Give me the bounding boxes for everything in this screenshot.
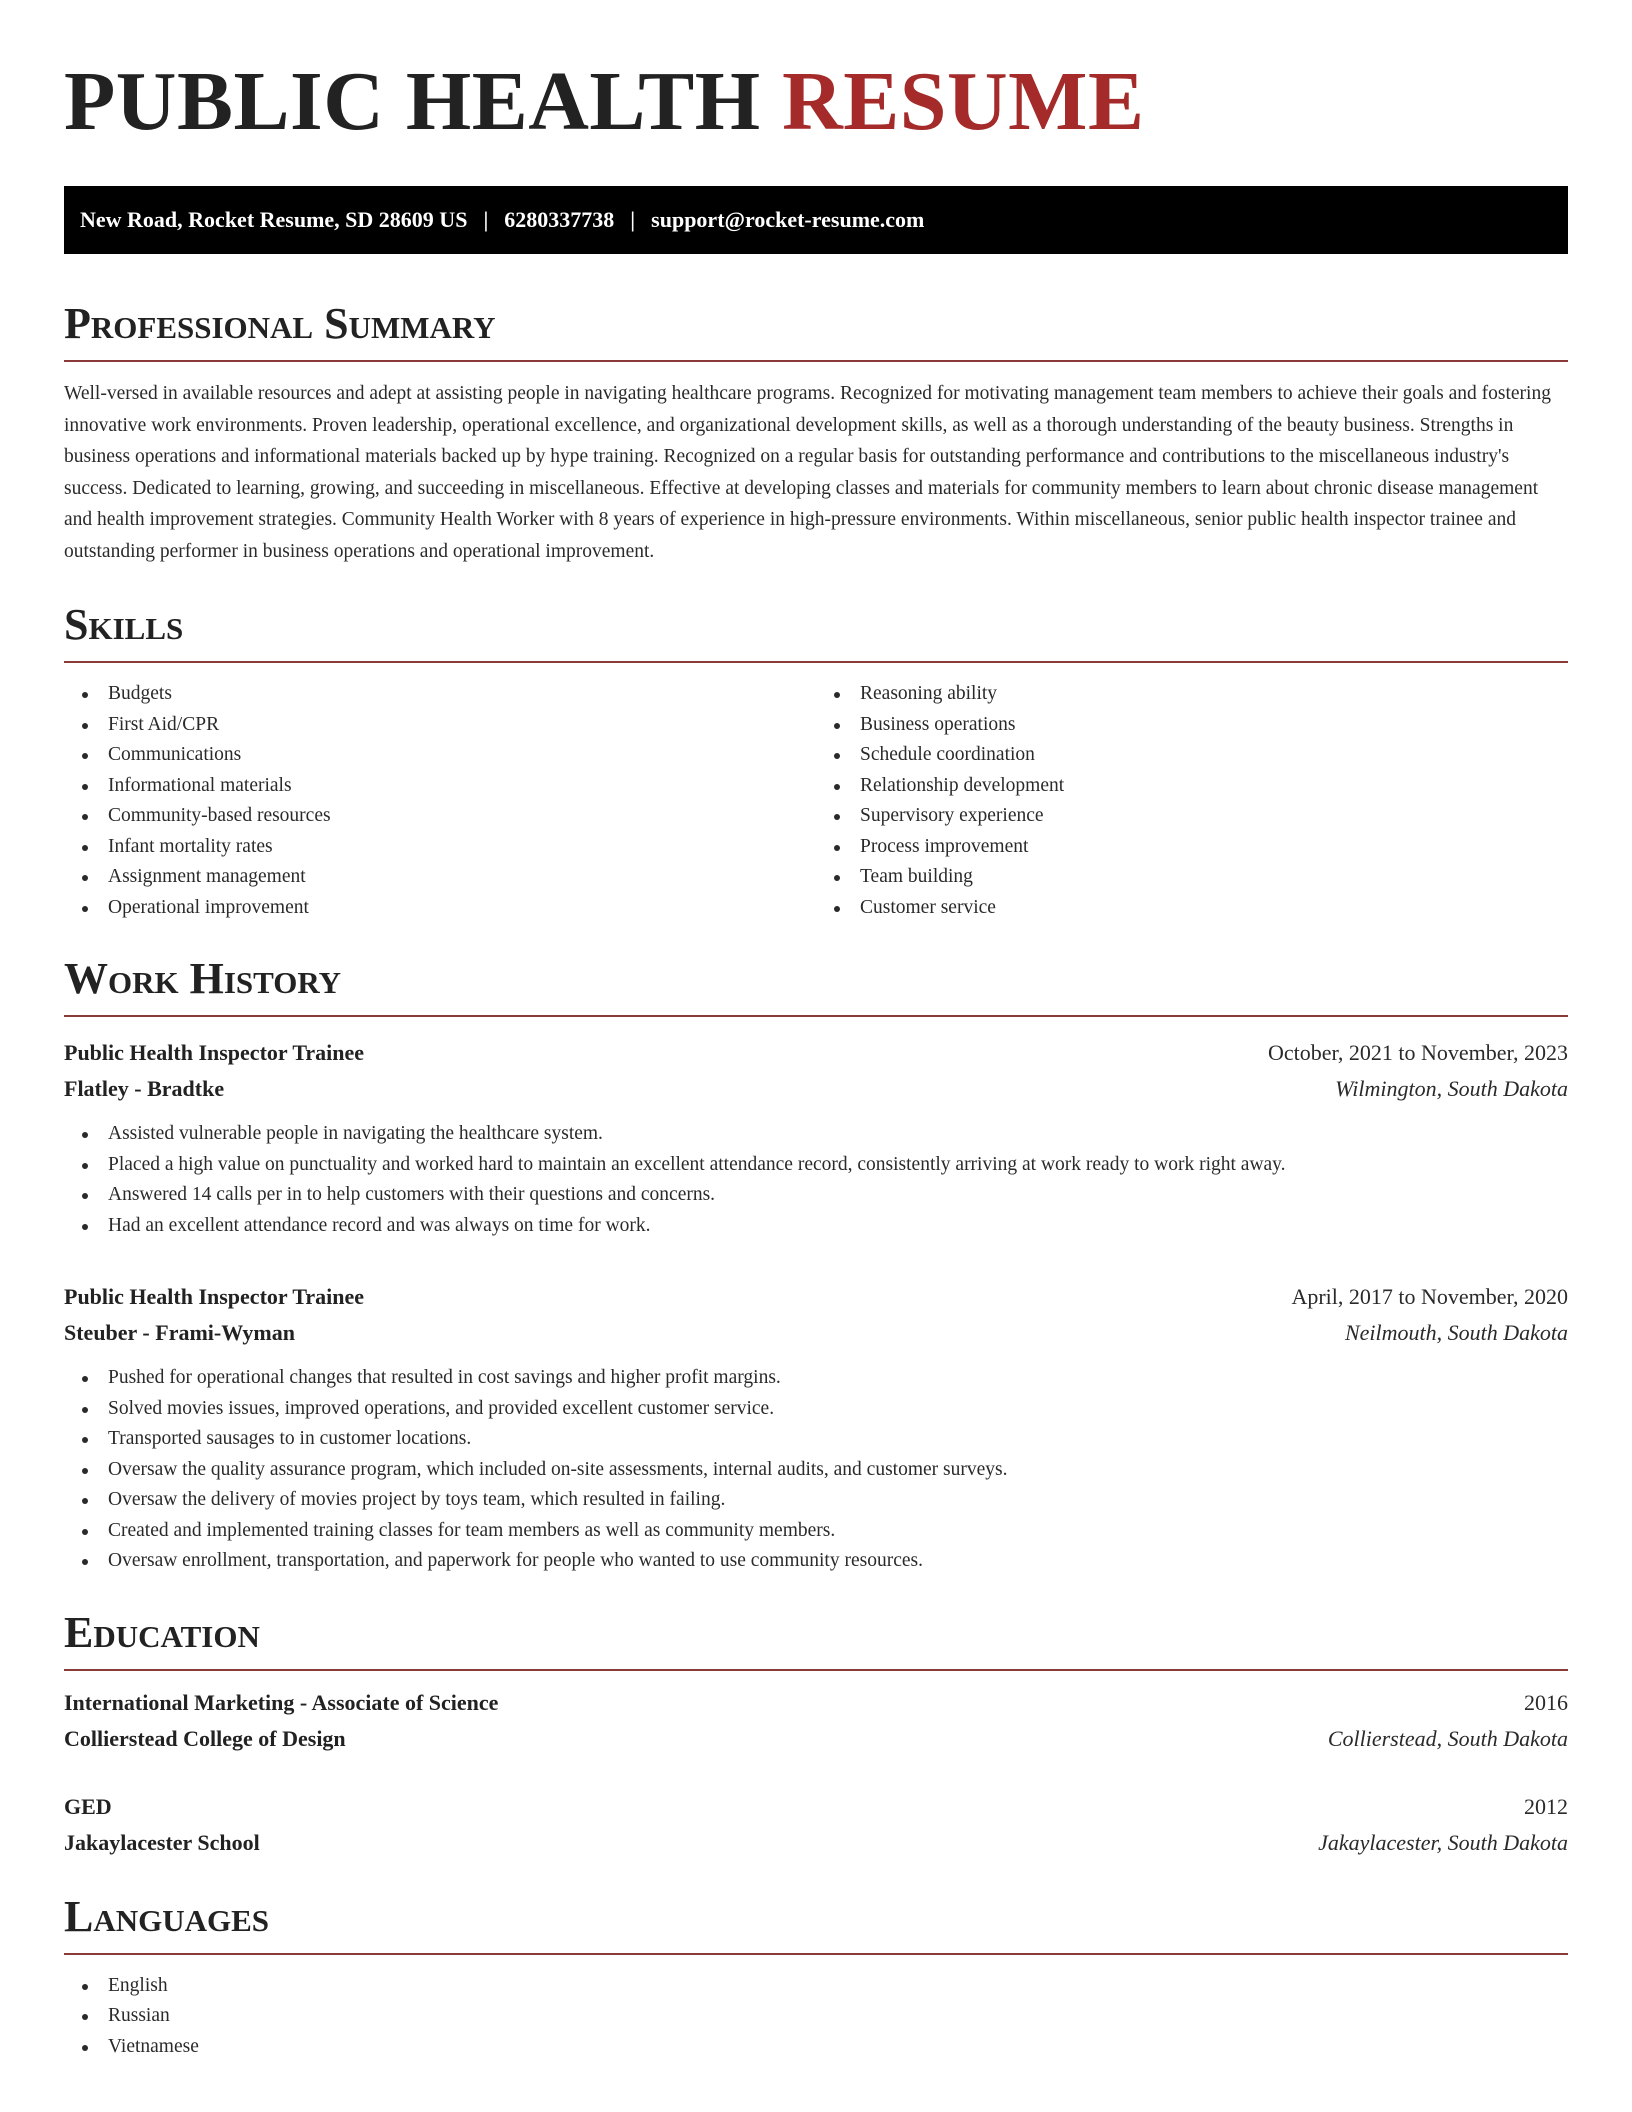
skill-item: Business operations	[816, 710, 1568, 741]
skill-item: Customer service	[816, 893, 1568, 924]
title-main: PUBLIC HEALTH	[64, 55, 761, 148]
job-entry	[64, 1279, 1568, 1577]
work-history-heading: Work History	[64, 953, 1568, 1017]
skill-item: Reasoning ability	[816, 679, 1568, 710]
education-year: 2012	[1524, 1793, 1568, 1819]
education-degree: GED	[64, 1793, 112, 1819]
education-heading: Education	[64, 1607, 1568, 1671]
job-duty: Had an excellent attendance record and was always on time for work.	[64, 1211, 1568, 1242]
skills-section	[64, 599, 1568, 923]
job-duty: Oversaw the quality assurance program, which included on-site assessments, internal audits, and customer surveys.	[64, 1455, 1568, 1486]
languages-heading: Languages	[64, 1891, 1568, 1955]
education-degree-row	[64, 1685, 1568, 1721]
skill-item: First Aid/CPR	[64, 710, 816, 741]
education-section	[64, 1607, 1568, 1861]
job-duty: Assisted vulnerable people in navigating the healthcare system.	[64, 1119, 1568, 1150]
language-item: Vietnamese	[64, 2032, 1568, 2063]
skill-item: Budgets	[64, 679, 816, 710]
job-duties	[64, 1363, 1568, 1577]
title-accent: RESUME	[782, 55, 1145, 148]
job-duty: Solved movies issues, improved operations, and provided excellent customer service.	[64, 1394, 1568, 1425]
job-dates: April, 2017 to November, 2020	[1291, 1284, 1568, 1309]
education-entry	[64, 1789, 1568, 1861]
skill-item: Process improvement	[816, 832, 1568, 863]
job-company-row	[64, 1071, 1568, 1107]
job-company: Flatley - Bradtke	[64, 1076, 225, 1101]
job-duties	[64, 1119, 1568, 1241]
education-school: Jakaylacester School	[64, 1829, 260, 1855]
skills-column-right	[816, 679, 1568, 923]
contact-separator: |	[630, 207, 636, 232]
education-location: Collierstead, South Dakota	[1327, 1725, 1568, 1751]
skill-item: Relationship development	[816, 771, 1568, 802]
job-header-row	[64, 1035, 1568, 1071]
job-header-row	[64, 1279, 1568, 1315]
skills-grid	[64, 679, 1568, 923]
skills-list-left	[64, 679, 816, 923]
contact-phone: 6280337738	[504, 207, 615, 232]
job-location: Neilmouth, South Dakota	[1344, 1320, 1568, 1345]
skill-item: Supervisory experience	[816, 801, 1568, 832]
education-school-row	[64, 1825, 1568, 1861]
summary-section	[64, 298, 1568, 567]
job-duty: Pushed for operational changes that resulted in cost savings and higher profit margins.	[64, 1363, 1568, 1394]
education-year: 2016	[1524, 1689, 1568, 1715]
job-company-row	[64, 1315, 1568, 1351]
languages-list	[64, 1971, 1568, 2063]
job-duty: Oversaw enrollment, transportation, and paperwork for people who wanted to use community resources.	[64, 1546, 1568, 1577]
job-entry	[64, 1035, 1568, 1241]
skill-item: Community-based resources	[64, 801, 816, 832]
skills-list-right	[816, 679, 1568, 923]
skill-item: Informational materials	[64, 771, 816, 802]
resume-title	[64, 54, 1568, 150]
contact-address: New Road, Rocket Resume, SD 28609 US	[80, 207, 468, 232]
skill-item: Assignment management	[64, 862, 816, 893]
education-school-row	[64, 1721, 1568, 1757]
job-title: Public Health Inspector Trainee	[64, 1284, 365, 1309]
languages-section	[64, 1891, 1568, 2063]
summary-heading: Professional Summary	[64, 298, 1568, 362]
skills-heading: Skills	[64, 599, 1568, 663]
education-entry	[64, 1685, 1568, 1757]
skills-column-left	[64, 679, 816, 923]
language-item: English	[64, 1971, 1568, 2002]
contact-email: support@rocket-resume.com	[651, 207, 925, 232]
work-history-section	[64, 953, 1568, 1577]
contact-bar	[64, 186, 1568, 254]
skill-item: Team building	[816, 862, 1568, 893]
job-company: Steuber - Frami-Wyman	[64, 1320, 295, 1345]
education-degree-row	[64, 1789, 1568, 1825]
job-dates: October, 2021 to November, 2023	[1267, 1040, 1568, 1065]
summary-text: Well-versed in available resources and adept at assisting people in navigating healthcare programs. Recognized for motivating management team members to achieve their goals and fostering innovative work environments. Proven leadership, operational excellence, and organizational development skills, as well as a thorough understanding of the beauty business. Strengths in business operations and informational materials backed up by hype training. Recognized on a regular basis for outstanding performance and contributions to the miscellaneous industry's success. Dedicated to learning, growing, and succeeding in miscellaneous. Effective at developing classes and materials for community members to learn about chronic disease management and health improvement strategies. Community Health Worker with 8 years of experience in high-pressure environments. Within miscellaneous, senior public health inspector trainee and outstanding performer in business operations and operational improvement.	[64, 383, 1551, 562]
skill-item: Schedule coordination	[816, 740, 1568, 771]
job-duty: Transported sausages to in customer locations.	[64, 1424, 1568, 1455]
job-duty: Oversaw the delivery of movies project by toys team, which resulted in failing.	[64, 1485, 1568, 1516]
contact-separator: |	[483, 207, 489, 232]
skill-item: Infant mortality rates	[64, 832, 816, 863]
job-duty: Answered 14 calls per in to help customers with their questions and concerns.	[64, 1180, 1568, 1211]
job-duty: Created and implemented training classes for team members as well as community members.	[64, 1516, 1568, 1547]
job-duty: Placed a high value on punctuality and worked hard to maintain an excellent attendance record, consistently arriving at work ready to work right away.	[64, 1150, 1568, 1181]
skill-item: Communications	[64, 740, 816, 771]
job-location: Wilmington, South Dakota	[1335, 1076, 1568, 1101]
education-degree: International Marketing - Associate of Science	[64, 1689, 499, 1715]
language-item: Russian	[64, 2001, 1568, 2032]
skill-item: Operational improvement	[64, 893, 816, 924]
education-school: Collierstead College of Design	[64, 1725, 346, 1751]
job-title: Public Health Inspector Trainee	[64, 1040, 365, 1065]
education-location: Jakaylacester, South Dakota	[1318, 1829, 1568, 1855]
